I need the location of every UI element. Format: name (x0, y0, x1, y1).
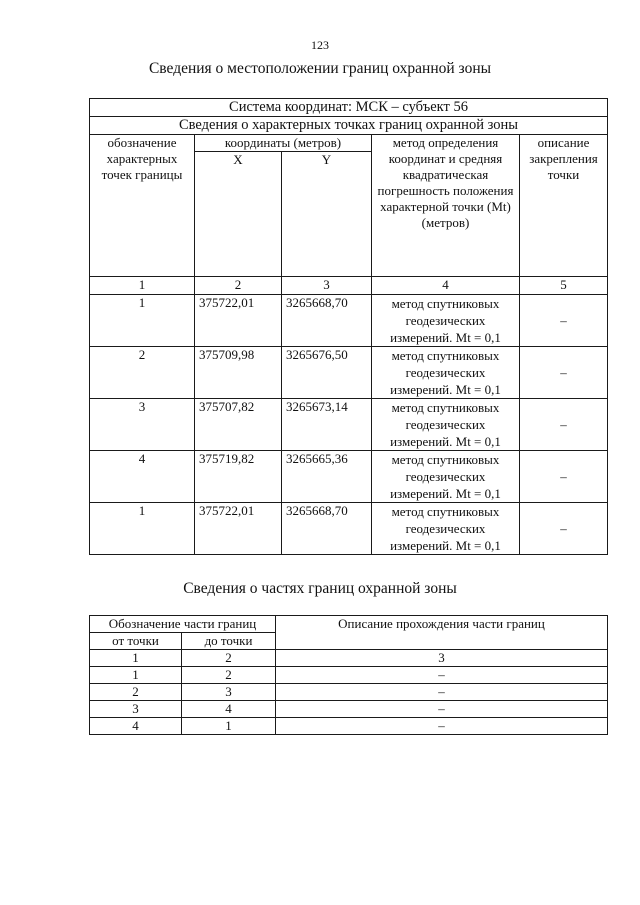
column-number: 3 (276, 650, 608, 667)
point-cell: 1 (90, 503, 195, 555)
to-cell: 1 (182, 718, 276, 735)
y-cell: 3265668,70 (282, 295, 372, 347)
method-cell (372, 399, 520, 451)
to-cell: 4 (182, 701, 276, 718)
table-row (90, 684, 608, 701)
point-cell: 1 (90, 295, 195, 347)
header-row-top (90, 135, 608, 152)
column-number: 2 (195, 277, 282, 295)
part-description-cell: – (276, 701, 608, 718)
y-cell: 3265676,50 (282, 347, 372, 399)
table-row (90, 295, 608, 347)
from-cell: 1 (90, 667, 182, 684)
column-number: 2 (182, 650, 276, 667)
method-line: метод спутниковых (391, 400, 500, 415)
column-number: 1 (90, 650, 182, 667)
header-from-point: от точки (90, 633, 182, 650)
method-line: метод спутниковых (391, 348, 500, 363)
x-cell: 375709,98 (195, 347, 282, 399)
method-line: геодезических (405, 469, 486, 484)
point-cell: 4 (90, 451, 195, 503)
x-cell: 375719,82 (195, 451, 282, 503)
x-cell: 375722,01 (195, 503, 282, 555)
header-point-designation: обозначение характерных точек границы (90, 135, 195, 277)
method-cell (372, 503, 520, 555)
from-cell: 3 (90, 701, 182, 718)
points-caption-row (90, 117, 608, 135)
to-cell: 2 (182, 667, 276, 684)
table-row (90, 718, 608, 735)
method-line: измерений. Mt = 0,1 (390, 382, 501, 397)
method-line: геодезических (405, 417, 486, 432)
header-x: X (195, 152, 282, 277)
parts-header-row-top (90, 616, 608, 633)
column-number: 5 (520, 277, 608, 295)
part-description-cell: – (276, 718, 608, 735)
y-cell: 3265668,70 (282, 503, 372, 555)
method-line: геодезических (405, 313, 486, 328)
column-number: 4 (372, 277, 520, 295)
section-title-boundary-parts: Сведения о частях границ охранной зоны (183, 580, 457, 597)
parts-column-number-row (90, 650, 608, 667)
x-cell: 375722,01 (195, 295, 282, 347)
header-coordinates: координаты (метров) (195, 135, 372, 152)
from-cell: 4 (90, 718, 182, 735)
part-description-cell: – (276, 684, 608, 701)
table-row (90, 667, 608, 684)
table-row (90, 701, 608, 718)
characteristic-points-table (89, 98, 608, 555)
method-line: геодезических (405, 521, 486, 536)
method-line: геодезических (405, 365, 486, 380)
points-caption-cell: Сведения о характерных точках границ охранной зоны (90, 117, 608, 135)
method-line: измерений. Mt = 0,1 (390, 330, 501, 345)
table-row (90, 347, 608, 399)
from-cell: 2 (90, 684, 182, 701)
description-cell: – (520, 347, 608, 399)
column-number-row (90, 277, 608, 295)
header-description: описание закрепления точки (520, 135, 608, 277)
y-cell: 3265673,14 (282, 399, 372, 451)
column-number: 1 (90, 277, 195, 295)
point-cell: 3 (90, 399, 195, 451)
point-cell: 2 (90, 347, 195, 399)
header-y: Y (282, 152, 372, 277)
table-row (90, 503, 608, 555)
to-cell: 3 (182, 684, 276, 701)
method-cell (372, 347, 520, 399)
description-cell: – (520, 295, 608, 347)
y-cell: 3265665,36 (282, 451, 372, 503)
description-cell: – (520, 399, 608, 451)
header-part-description: Описание прохождения части границ (276, 616, 608, 650)
method-cell (372, 295, 520, 347)
method-line: метод спутниковых (391, 296, 500, 311)
method-line: измерений. Mt = 0,1 (390, 434, 501, 449)
header-part-designation: Обозначение части границ (90, 616, 276, 633)
description-cell: – (520, 451, 608, 503)
table-row (90, 399, 608, 451)
method-cell (372, 451, 520, 503)
coord-system-cell: Система координат: МСК – субъект 56 (90, 99, 608, 117)
method-line: метод спутниковых (391, 452, 500, 467)
method-line: измерений. Mt = 0,1 (390, 486, 501, 501)
table-row (90, 451, 608, 503)
header-to-point: до точки (182, 633, 276, 650)
description-cell: – (520, 503, 608, 555)
x-cell: 375707,82 (195, 399, 282, 451)
section-title-boundary-location: Сведения о местоположении границ охранной зоны (148, 60, 492, 77)
header-method: метод определения координат и средняя квадратическая погрешность положения характерной точки (Mt) (метров) (372, 135, 520, 277)
method-line: измерений. Mt = 0,1 (390, 538, 501, 553)
part-description-cell: – (276, 667, 608, 684)
page-number: 123 (311, 38, 329, 52)
boundary-parts-table (89, 615, 608, 735)
coord-system-row (90, 99, 608, 117)
column-number: 3 (282, 277, 372, 295)
method-line: метод спутниковых (391, 504, 500, 519)
